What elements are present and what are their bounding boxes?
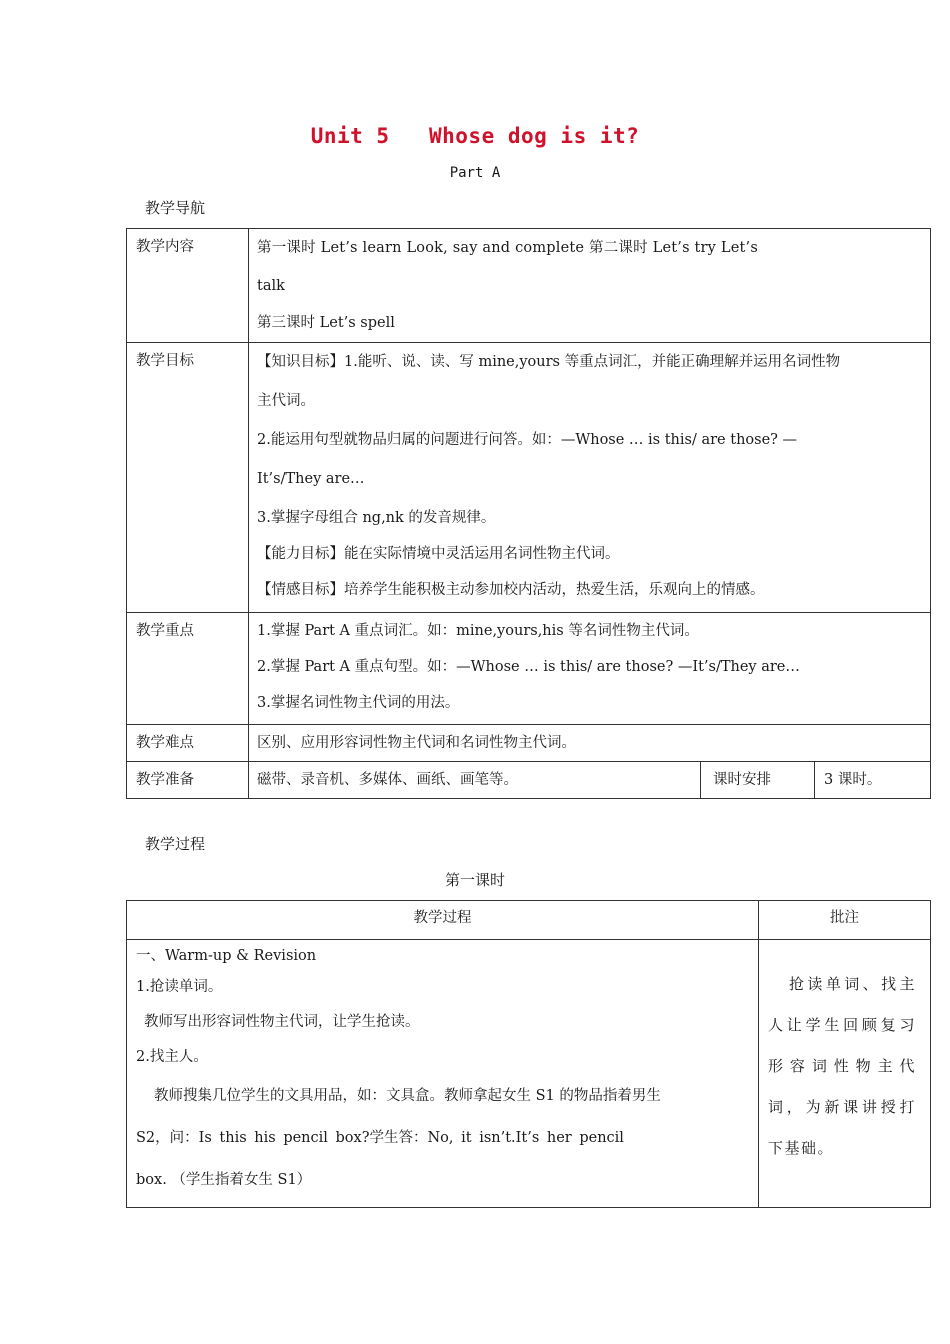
process-line: S2，问：Is this his pencil box?学生答：No, it isn’t.It’s her pencil (136, 1130, 624, 1146)
key-points-cell (249, 613, 931, 725)
process-heading: 教学过程 (145, 835, 206, 853)
difficult-points-label: 教学难点 (127, 725, 249, 762)
process-line: 教师搜集几位学生的文具用品，如：文具盒。教师拿起女生 S1 的物品指着男生 (154, 1088, 661, 1104)
process-line: box. （学生指着女生 S1） (136, 1172, 312, 1188)
goals-line: 【能力目标】能在实际情境中灵活运用名词性物主代词。 (257, 546, 620, 562)
content-cell (249, 229, 931, 343)
goals-line: 【情感目标】培养学生能积极主动参加校内活动，热爱生活，乐观向上的情感。 (257, 582, 765, 598)
preparation-label: 教学准备 (127, 762, 249, 799)
table-row (127, 343, 931, 613)
note-text: 抢读单词、找主人让学生回顾复习形容词性物主代词，为新课讲授打下基础。 (768, 975, 916, 1157)
table-row (127, 613, 931, 725)
navigation-heading: 教学导航 (145, 199, 206, 217)
table-row (127, 762, 931, 799)
content-line: 第三课时 Let’s spell (257, 315, 395, 331)
goals-label: 教学目标 (127, 343, 249, 613)
table-row (127, 725, 931, 762)
document-title: Unit 5 Whose dog is it? (310, 124, 640, 148)
table-row (127, 229, 931, 343)
content-line: talk (257, 278, 285, 294)
goals-cell (249, 343, 931, 613)
key-points-label: 教学重点 (127, 613, 249, 725)
table-row (127, 940, 931, 1208)
schedule-value: 3 课时。 (815, 762, 931, 799)
process-table (126, 900, 931, 1208)
process-line: 一、Warm-up & Revision (136, 948, 317, 964)
document-subtitle: Part A (449, 165, 501, 181)
table-header-row (127, 901, 931, 940)
key-line: 1.掌握 Part A 重点词汇。如：mine,yours,his 等名词性物主代词。 (257, 623, 699, 639)
key-line: 3.掌握名词性物主代词的用法。 (257, 695, 460, 711)
teacher-note (759, 940, 931, 1208)
process-column-header: 教学过程 (127, 901, 759, 940)
schedule-label: 课时安排 (701, 762, 815, 799)
goals-line: 【知识目标】1.能听、说、读、写 mine,yours 等重点词汇，并能正确理解并运用名词性物 (257, 354, 841, 370)
preparation-text: 磁带、录音机、多媒体、画纸、画笔等。 (249, 762, 701, 799)
notes-column-header: 批注 (759, 901, 931, 940)
goals-line: It’s/They are… (257, 471, 365, 487)
lesson-title: 第一课时 (444, 871, 505, 889)
content-line: 第一课时 Let’s learn Look, say and complete 第二课时 Let’s try Let’s (257, 240, 758, 256)
process-line: 教师写出形容词性物主代词，让学生抢读。 (144, 1014, 420, 1030)
process-line: 2.找主人。 (136, 1049, 208, 1065)
process-line: 1.抢读单词。 (136, 979, 223, 995)
content-label: 教学内容 (127, 229, 249, 343)
difficult-points-text: 区别、应用形容词性物主代词和名词性物主代词。 (249, 725, 931, 762)
goals-line: 3.掌握字母组合 ng,nk 的发音规律。 (257, 510, 496, 526)
key-line: 2.掌握 Part A 重点句型。如：—Whose … is this/ are those? —It’s/They are… (257, 659, 800, 675)
goals-line: 主代词。 (257, 393, 315, 409)
goals-line: 2.能运用句型就物品归属的问题进行问答。如：—Whose … is this/ are those? — (257, 432, 798, 448)
navigation-table (126, 228, 931, 799)
process-cell (127, 940, 759, 1208)
